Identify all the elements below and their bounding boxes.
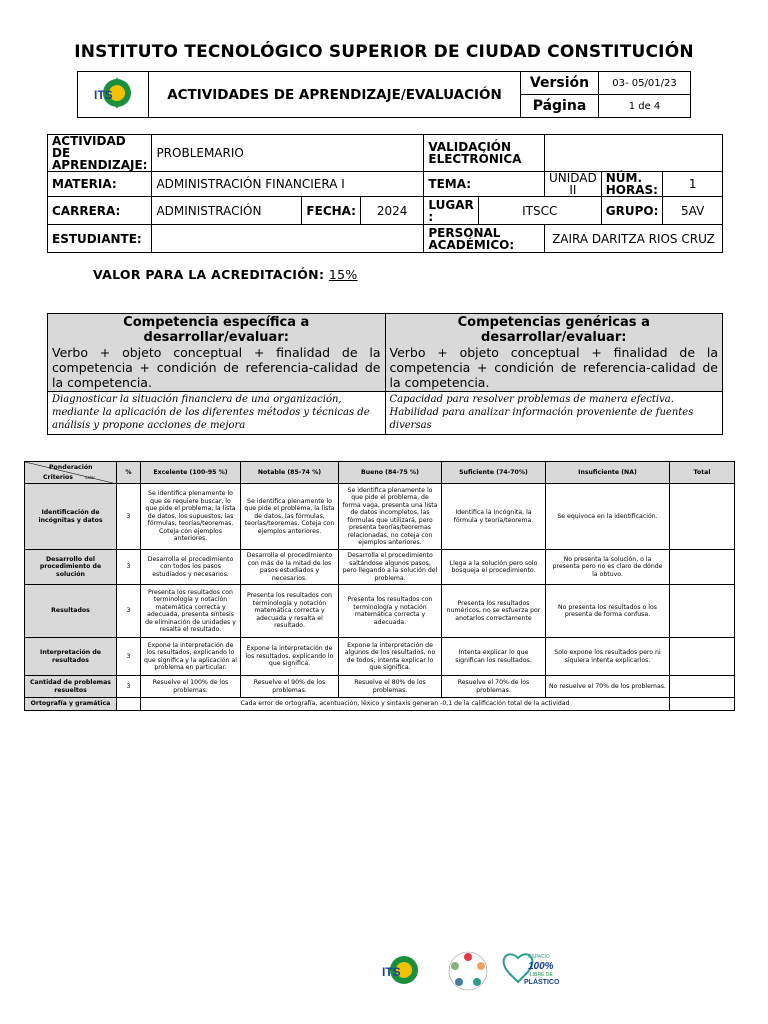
rubric-header-excelente: Excelente (100-95 %) <box>141 462 241 484</box>
personal-label: PERSONAL ACADÉMICO: <box>424 225 545 253</box>
svg-text:ITS: ITS <box>382 965 401 979</box>
rubric-row <box>25 484 735 550</box>
version-label: Versión <box>521 72 599 95</box>
rubric-pct: 3 <box>117 638 141 676</box>
criterios-label: Criterios <box>43 474 73 481</box>
lugar-label: LUGAR : <box>424 197 478 225</box>
fecha-value: 2024 <box>360 197 423 225</box>
rubric-row <box>25 585 735 638</box>
rubric-bueno: Desarrolla el procedimiento saltándose algunos pasos, pero llegando a la solución del problema. <box>339 550 442 585</box>
competencia-especifica-desc: Verbo + objeto conceptual + finalidad de la competencia + condición de referencia-calidad de la competencia. <box>52 345 381 390</box>
svg-text:PLÁSTICO: PLÁSTICO <box>524 979 560 986</box>
rubric-ortografia-text: Cada error de ortografía, acentuación, léxico y sintaxis generan -0,1 de la calificación total de la actividad <box>141 698 670 711</box>
rubric-notable: Presenta los resultados con terminología y notación matemática correcta y adecuada y resalta el resultado. <box>241 585 339 638</box>
rubric-total <box>670 638 735 676</box>
personal-value: ZAIRA DARITZA RIOS CRUZ <box>544 225 722 253</box>
estudiante-value <box>152 225 424 253</box>
competencia-generica-item-1: Capacidad para resolver problemas de manera efectiva. <box>389 394 674 405</box>
rubric-total <box>670 676 735 698</box>
rubric-criterio-ortografia: Ortografía y gramática <box>25 698 117 711</box>
its-logo-icon <box>90 74 136 112</box>
rubric-insuficiente: Se equivoca en la identificación. <box>546 484 670 550</box>
actividad-label: ACTIVIDAD DE APRENDIZAJE: <box>48 135 152 172</box>
svg-text:ITS: ITS <box>94 87 113 102</box>
institute-logo <box>78 72 149 118</box>
rubric-total <box>670 550 735 585</box>
rubric-excelente: Se identifica plenamente lo que se requiere buscar, lo que pide el problema, la lista de datos, los supuestos, las fórmulas, teorías/teoremas. Coteja con ejemplos anteriores. <box>141 484 241 550</box>
rubric-suficiente: Identifica la incógnita, la fórmula y teoría/teorema. <box>442 484 546 550</box>
tema-value: UNIDAD II <box>544 172 601 197</box>
grupo-label: GRUPO: <box>601 197 663 225</box>
rubric-corner-cell <box>25 462 117 484</box>
competencias-table <box>47 313 723 435</box>
rubric-row <box>25 550 735 585</box>
fecha-label: FECHA: <box>302 197 361 225</box>
footer-logos-icon <box>378 944 562 998</box>
svg-text:LIBRE DE: LIBRE DE <box>530 972 553 978</box>
rubric-excelente: Resuelve el 100% de los problemas. <box>141 676 241 698</box>
rubric-insuficiente: No presenta los resultados o los presenta de forma confusa. <box>546 585 670 638</box>
rubric-header-suficiente: Suficiente (74-70%) <box>442 462 546 484</box>
rubric-total <box>670 585 735 638</box>
valor-acreditacion <box>93 267 358 282</box>
carrera-label: CARRERA: <box>48 197 152 225</box>
rubric-header-bueno: Bueno (84-75 %) <box>339 462 442 484</box>
materia-label: MATERIA: <box>48 172 152 197</box>
activity-header-title: ACTIVIDADES DE APRENDIZAJE/EVALUACIÓN <box>149 72 521 118</box>
rubric-excelente: Desarrolla el procedimiento con todos los pasos estudiados y necesarios. <box>141 550 241 585</box>
rubric-bueno: Se identifica plenamente lo que pide el problema, de forma vaga, presenta una lista de datos incompletos, las fórmulas que utilizará, pero presenta teorías/teoremas relacionadas, no coteja con ejemplos anteriores. <box>339 484 442 550</box>
rubric-criterio: Interpretación de resultados <box>25 638 117 676</box>
rubric-total-ortografia <box>670 698 735 711</box>
materia-value: ADMINISTRACIÓN FINANCIERA I <box>152 172 424 197</box>
rubric-criterio: Resultados <box>25 585 117 638</box>
rubric-notable: Expone la interpretación de los resultados, explicando lo que significa. <box>241 638 339 676</box>
valor-value: 15% <box>328 267 358 282</box>
competencia-generica-body <box>385 392 723 435</box>
rubric-suficiente: Llega a la solución pero solo bosqueja el procedimiento. <box>442 550 546 585</box>
rubric-table <box>24 461 735 711</box>
rubric-criterio: Identificación de incógnitas y datos <box>25 484 117 550</box>
rubric-pct: 3 <box>117 676 141 698</box>
rubric-suficiente: Resuelve el 70% de los problemas. <box>442 676 546 698</box>
rubric-pct: 3 <box>117 585 141 638</box>
rubric-pct-ortografia <box>117 698 141 711</box>
competencia-especifica-header <box>48 314 386 392</box>
people-circle-logo-icon <box>449 952 487 990</box>
valor-separator: : <box>318 267 329 282</box>
competencia-generica-title: Competencias genéricas a desarrollar/evaluar: <box>457 315 650 345</box>
rubric-header-insuficiente: Insuficiente (NA) <box>546 462 670 484</box>
rubric-total <box>670 484 735 550</box>
svg-text:ESPACIO: ESPACIO <box>528 954 550 960</box>
rubric-criterio: Desarrollo del procedimiento de solución <box>25 550 117 585</box>
rubric-row-ortografia <box>25 698 735 711</box>
horas-label: NÚM. HORAS: <box>601 172 663 197</box>
rubric-insuficiente: No resuelve el 70% de los problemas. <box>546 676 670 698</box>
valor-label: VALOR PARA LA ACREDITACIÓN <box>93 267 319 282</box>
institute-title: INSTITUTO TECNOLÓGICO SUPERIOR DE CIUDAD CONSTITUCIÓN <box>74 42 694 62</box>
plastic-free-logo-icon <box>504 954 560 986</box>
rubric-notable: Resuelve el 90% de los problemas. <box>241 676 339 698</box>
rubric-pct: 3 <box>117 550 141 585</box>
competencia-generica-header <box>385 314 723 392</box>
page-label: Página <box>521 95 599 118</box>
rubric-header-total: Total <box>670 462 735 484</box>
rubric-notable: Se identifica plenamente lo que pide el problema, la lista de datos, las fórmulas, teorías/teoremas. Coteja con ejemplos anteriores. <box>241 484 339 550</box>
ponderacion-label: Ponderación <box>49 464 93 471</box>
activity-info-table <box>47 134 723 253</box>
competencia-especifica-body: Diagnosticar la situación financiera de una organización, mediante la aplicación de los diferentes métodos y técnicas de análisis y propone acciones de mejora <box>48 392 386 435</box>
rubric-criterio: Cantidad de problemas resueltos <box>25 676 117 698</box>
rubric-bueno: Presenta los resultados con terminología y notación matemática correcta y adecuada. <box>339 585 442 638</box>
rubric-suficiente: Presenta los resultados numéricos, no se esfuerza por anotarlos correctamente <box>442 585 546 638</box>
validacion-value <box>544 135 722 172</box>
validacion-label: VALIDACIÓN ELECTRÓNICA <box>424 135 545 172</box>
rubric-suficiente: Intenta explicar lo que significan los resultados. <box>442 638 546 676</box>
rubric-header-notable: Notable (85-74 %) <box>241 462 339 484</box>
rubric-pct: 3 <box>117 484 141 550</box>
actividad-value: PROBLEMARIO <box>152 135 424 172</box>
horas-value: 1 <box>663 172 723 197</box>
estudiante-label: ESTUDIANTE: <box>48 225 152 253</box>
grupo-value: 5AV <box>663 197 723 225</box>
carrera-value: ADMINISTRACIÓN <box>152 197 302 225</box>
rubric-row <box>25 638 735 676</box>
competencia-generica-item-2: Habilidad para analizar información proveniente de fuentes diversas <box>389 407 694 431</box>
rubric-bueno: Expone la interpretación de algunos de los resultados, no de todos, intenta explicar lo que significa. <box>339 638 442 676</box>
tema-label: TEMA: <box>424 172 545 197</box>
competencia-especifica-title: Competencia específica a desarrollar/evaluar: <box>123 315 310 345</box>
rubric-insuficiente: Solo expone los resultados pero ni siquiera intenta explicarlos. <box>546 638 670 676</box>
competencia-generica-desc: Verbo + objeto conceptual + finalidad de la competencia + condición de referencia-calidad de la competencia. <box>389 345 718 390</box>
rubric-bueno: Resuelve el 80% de los problemas. <box>339 676 442 698</box>
rubric-header-pct: % <box>117 462 141 484</box>
rubric-notable: Desarrolla el procedimiento con más de la mitad de los pasos estudiados y necesarios. <box>241 550 339 585</box>
rubric-row <box>25 676 735 698</box>
footer-logos <box>378 944 562 998</box>
rubric-excelente: Presenta los resultados con terminología y notación matemática correcta y adecuada, presenta síntesis de eliminación de unidades y resalta el resultado. <box>141 585 241 638</box>
valor-small-label: valor <box>85 475 96 480</box>
rubric-excelente: Expone la interpretación de los resultados, explicando lo que significa y la aplicación al problema en particular. <box>141 638 241 676</box>
lugar-value: ITSCC <box>478 197 601 225</box>
document-header <box>77 71 691 118</box>
svg-text:100%: 100% <box>528 961 554 972</box>
version-value: 03- 05/01/23 <box>599 72 691 95</box>
rubric-insuficiente: No presenta la solución, o la presenta pero no es claro de dónde la obtuvo. <box>546 550 670 585</box>
page-value: 1 de 4 <box>599 95 691 118</box>
